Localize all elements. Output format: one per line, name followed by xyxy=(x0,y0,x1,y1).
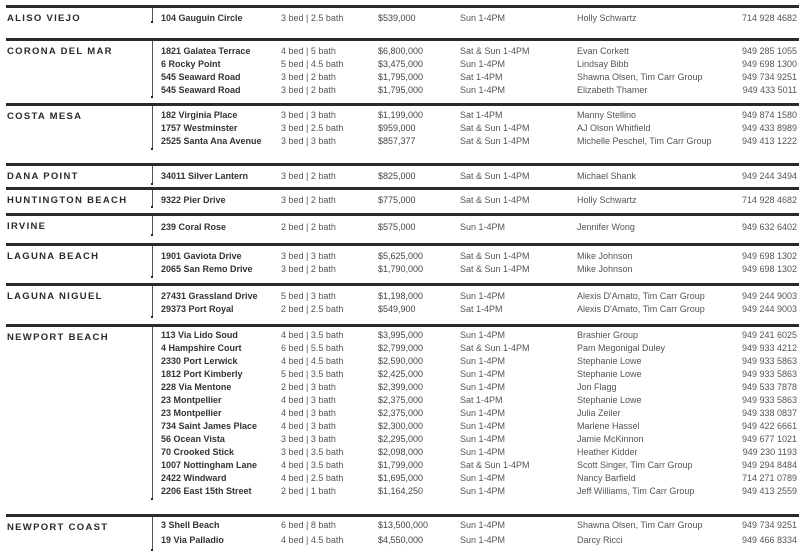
city-heading: NEWPORT COAST xyxy=(7,522,109,533)
listing-beds-baths: 5 bed | 4.5 bath xyxy=(281,59,344,69)
listing-agent: Michelle Peschel, Tim Carr Group xyxy=(577,136,712,146)
city-group xyxy=(6,163,799,182)
listing-price: $2,300,000 xyxy=(378,421,424,431)
listing-price: $1,795,000 xyxy=(378,85,424,95)
listing-phone: 949 933 5863 xyxy=(741,395,797,405)
listing-beds-baths: 3 bed | 3 bath xyxy=(281,136,336,146)
listing-phone: 949 244 3494 xyxy=(741,171,797,181)
listing-beds-baths: 3 bed | 3 bath xyxy=(281,251,336,261)
listing-open-house-time: Sun 1-4PM xyxy=(460,408,506,418)
listing-open-house-time: Sat & Sun 1-4PM xyxy=(460,460,530,470)
listing-beds-baths: 3 bed | 3.5 bath xyxy=(281,447,344,457)
listing-address: 1007 Nottingham Lane xyxy=(161,460,258,470)
listing-agent: Scott Singer, Tim Carr Group xyxy=(577,460,693,470)
listing-open-house-time: Sun 1-4PM xyxy=(460,291,506,301)
listing-phone: 949 413 1222 xyxy=(741,136,797,146)
listing-address: 2330 Port Lerwick xyxy=(161,356,238,366)
city-group xyxy=(6,514,799,545)
listing-phone: 949 244 9003 xyxy=(741,304,797,314)
listing-agent: Jeff Williams, Tim Carr Group xyxy=(577,486,695,496)
listing-phone: 949 698 1302 xyxy=(741,264,797,274)
listing-phone: 949 698 1302 xyxy=(741,251,797,261)
listing-phone: 949 413 2559 xyxy=(741,486,797,496)
listing-phone: 949 433 5011 xyxy=(742,85,797,95)
listing-address: 6 Rocky Point xyxy=(161,59,221,69)
listing-row xyxy=(6,534,799,547)
city-group xyxy=(6,187,799,206)
listing-beds-baths: 2 bed | 3 bath xyxy=(281,382,336,392)
listing-phone: 949 533 7878 xyxy=(741,382,797,392)
city-group xyxy=(6,5,799,24)
listing-beds-baths: 4 bed | 5 bath xyxy=(281,46,336,56)
listing-row xyxy=(6,381,799,394)
listing-agent: Manny Stellino xyxy=(577,110,637,120)
city-group xyxy=(6,243,799,274)
listing-beds-baths: 5 bed | 3 bath xyxy=(281,291,336,301)
listing-phone: 949 933 4212 xyxy=(741,343,797,353)
listing-open-house-time: Sat & Sun 1-4PM xyxy=(460,46,530,56)
city-heading: LAGUNA NIGUEL xyxy=(7,291,103,302)
listing-address: 734 Saint James Place xyxy=(161,421,258,431)
listing-price: $1,790,000 xyxy=(378,264,424,274)
listing-agent: Stephanie Lowe xyxy=(577,356,642,366)
listing-open-house-time: Sat 1-4PM xyxy=(460,395,503,405)
listing-row xyxy=(6,263,799,276)
city-group xyxy=(6,103,799,146)
listing-open-house-time: Sun 1-4PM xyxy=(460,473,506,483)
listing-price: $825,000 xyxy=(378,171,416,181)
listing-row xyxy=(6,394,799,407)
listing-phone: 949 230 1193 xyxy=(742,447,797,457)
city-heading: DANA POINT xyxy=(7,171,79,182)
listing-price: $2,425,000 xyxy=(378,369,424,379)
listing-agent: Jon Flagg xyxy=(577,382,617,392)
listing-phone: 949 244 9003 xyxy=(741,291,797,301)
listing-row xyxy=(6,12,799,25)
listing-beds-baths: 4 bed | 3 bath xyxy=(281,408,336,418)
listing-address: 545 Seaward Road xyxy=(161,85,241,95)
listing-open-house-time: Sun 1-4PM xyxy=(460,369,506,379)
listing-address: 34011 Silver Lantern xyxy=(161,171,249,181)
listing-address: 2206 East 15th Street xyxy=(161,486,252,496)
listing-address: 113 Via Lido Soud xyxy=(161,330,238,340)
listing-address: 56 Ocean Vista xyxy=(161,434,225,444)
city-heading: COSTA MESA xyxy=(7,111,83,122)
listing-beds-baths: 3 bed | 3 bath xyxy=(281,110,336,120)
listing-price: $549,900 xyxy=(378,304,416,314)
listing-agent: Alexis D'Amato, Tim Carr Group xyxy=(577,304,705,314)
listing-row xyxy=(6,290,799,303)
listing-agent: Mike Johnson xyxy=(577,264,633,274)
listing-beds-baths: 2 bed | 2.5 bath xyxy=(281,304,344,314)
listing-phone: 949 933 5863 xyxy=(741,356,797,366)
listing-price: $1,795,000 xyxy=(378,72,424,82)
listing-address: 27431 Grassland Drive xyxy=(161,291,258,301)
listing-phone: 949 698 1300 xyxy=(741,59,797,69)
city-group xyxy=(6,283,799,314)
listing-agent: Mike Johnson xyxy=(577,251,633,261)
listing-phone: 949 422 6661 xyxy=(741,421,797,431)
listing-open-house-time: Sat & Sun 1-4PM xyxy=(460,195,530,205)
listing-phone: 949 874 1580 xyxy=(741,110,797,120)
listing-beds-baths: 4 bed | 2.5 bath xyxy=(281,473,344,483)
listing-price: $575,000 xyxy=(378,222,416,232)
listing-agent: Brashier Group xyxy=(577,330,639,340)
listing-agent: Lindsay Bibb xyxy=(577,59,629,69)
listing-beds-baths: 4 bed | 4.5 bath xyxy=(281,356,344,366)
listing-row xyxy=(6,342,799,355)
listing-open-house-time: Sun 1-4PM xyxy=(460,330,506,340)
listing-phone: 949 632 6402 xyxy=(741,222,797,232)
listing-agent: Shawna Olsen, Tim Carr Group xyxy=(577,520,703,530)
listing-row xyxy=(6,459,799,472)
listing-open-house-time: Sat & Sun 1-4PM xyxy=(460,343,530,353)
listing-price: $1,695,000 xyxy=(378,473,424,483)
listing-address: 9322 Pier Drive xyxy=(161,195,226,205)
listing-address: 228 Via Mentone xyxy=(161,382,232,392)
listing-open-house-time: Sun 1-4PM xyxy=(460,59,506,69)
listing-address: 104 Gauguin Circle xyxy=(161,13,243,23)
listing-open-house-time: Sat 1-4PM xyxy=(460,72,503,82)
listing-phone: 949 241 6025 xyxy=(741,330,797,340)
listing-phone: 949 466 8334 xyxy=(741,535,797,545)
listing-open-house-time: Sun 1-4PM xyxy=(460,486,506,496)
city-heading: ALISO VIEJO xyxy=(7,13,81,24)
listing-open-house-time: Sun 1-4PM xyxy=(460,434,506,444)
listing-agent: Alexis D'Amato, Tim Carr Group xyxy=(577,291,705,301)
listing-address: 70 Crooked Stick xyxy=(161,447,235,457)
listing-beds-baths: 3 bed | 2 bath xyxy=(281,195,336,205)
listing-phone: 714 928 4682 xyxy=(741,195,797,205)
listing-beds-baths: 4 bed | 3.5 bath xyxy=(281,460,344,470)
listing-open-house-time: Sat & Sun 1-4PM xyxy=(460,264,530,274)
listing-row xyxy=(6,221,799,234)
listing-address: 239 Coral Rose xyxy=(161,222,227,232)
listing-row xyxy=(6,84,799,97)
listing-price: $6,800,000 xyxy=(378,46,424,56)
listing-open-house-time: Sun 1-4PM xyxy=(460,222,506,232)
listing-phone: 949 677 1021 xyxy=(741,434,797,444)
listing-row xyxy=(6,71,799,84)
listing-beds-baths: 4 bed | 3 bath xyxy=(281,421,336,431)
listing-agent: Shawna Olsen, Tim Carr Group xyxy=(577,72,703,82)
listing-open-house-time: Sun 1-4PM xyxy=(460,13,506,23)
listing-open-house-time: Sat 1-4PM xyxy=(460,110,503,120)
listing-address: 545 Seaward Road xyxy=(161,72,241,82)
listing-phone: 949 734 9251 xyxy=(741,520,797,530)
listing-address: 29373 Port Royal xyxy=(161,304,234,314)
listing-beds-baths: 3 bed | 2 bath xyxy=(281,264,336,274)
listing-open-house-time: Sat & Sun 1-4PM xyxy=(460,136,530,146)
listing-row xyxy=(6,58,799,71)
listing-price: $2,399,000 xyxy=(378,382,424,392)
listing-row xyxy=(6,329,799,342)
listing-open-house-time: Sat & Sun 1-4PM xyxy=(460,123,530,133)
listing-row xyxy=(6,368,799,381)
listing-beds-baths: 4 bed | 4.5 bath xyxy=(281,535,344,545)
listing-open-house-time: Sat & Sun 1-4PM xyxy=(460,251,530,261)
listing-agent: Holly Schwartz xyxy=(577,195,637,205)
city-heading: CORONA DEL MAR xyxy=(7,46,113,57)
listing-price: $1,199,000 xyxy=(378,110,424,120)
listing-agent: AJ Olson Whitfield xyxy=(577,123,651,133)
listing-row xyxy=(6,170,799,183)
listing-agent: Pam Megonigal Duley xyxy=(577,343,666,353)
listing-beds-baths: 3 bed | 2 bath xyxy=(281,72,336,82)
listing-address: 1821 Galatea Terrace xyxy=(161,46,251,56)
listing-price: $857,377 xyxy=(378,136,416,146)
listing-price: $539,000 xyxy=(378,13,416,23)
listing-agent: Elizabeth Thamer xyxy=(577,85,648,95)
listing-price: $4,550,000 xyxy=(378,535,424,545)
listing-open-house-time: Sat & Sun 1-4PM xyxy=(460,171,530,181)
listing-beds-baths: 6 bed | 5.5 bath xyxy=(281,343,344,353)
city-group xyxy=(6,38,799,95)
listing-agent: Nancy Barfield xyxy=(577,473,636,483)
listing-row xyxy=(6,355,799,368)
listing-price: $1,198,000 xyxy=(378,291,424,301)
listing-row xyxy=(6,194,799,207)
listing-row xyxy=(6,446,799,459)
listing-beds-baths: 5 bed | 3.5 bath xyxy=(281,369,344,379)
listing-price: $2,799,000 xyxy=(378,343,424,353)
listing-open-house-time: Sun 1-4PM xyxy=(460,447,506,457)
listing-agent: Holly Schwartz xyxy=(577,13,637,23)
listing-address: 23 Montpellier xyxy=(161,408,222,418)
listing-agent: Stephanie Lowe xyxy=(577,395,642,405)
listing-beds-baths: 2 bed | 1 bath xyxy=(281,486,336,496)
listing-agent: Michael Shank xyxy=(577,171,637,181)
listing-phone: 949 433 8989 xyxy=(741,123,797,133)
listing-agent: Julia Zeiler xyxy=(577,408,621,418)
listing-open-house-time: Sun 1-4PM xyxy=(460,356,506,366)
listing-row xyxy=(6,485,799,498)
listing-beds-baths: 2 bed | 2 bath xyxy=(281,222,336,232)
city-heading: NEWPORT BEACH xyxy=(7,332,109,343)
corner-mark: · xyxy=(797,0,800,7)
listing-open-house-time: Sun 1-4PM xyxy=(460,421,506,431)
listing-address: 182 Virginia Place xyxy=(161,110,238,120)
listing-row xyxy=(6,519,799,532)
listing-beds-baths: 4 bed | 3 bath xyxy=(281,395,336,405)
listing-agent: Evan Corkett xyxy=(577,46,630,56)
listing-address: 1812 Port Kimberly xyxy=(161,369,243,379)
listing-price: $2,590,000 xyxy=(378,356,424,366)
listing-address: 2065 San Remo Drive xyxy=(161,264,253,274)
city-heading: HUNTINGTON BEACH xyxy=(7,195,128,206)
listing-price: $3,475,000 xyxy=(378,59,424,69)
listing-price: $2,295,000 xyxy=(378,434,424,444)
listing-agent: Jamie McKinnon xyxy=(577,434,644,444)
listing-price: $2,098,000 xyxy=(378,447,424,457)
listing-address: 19 Via Palladio xyxy=(161,535,224,545)
listing-address: 3 Shell Beach xyxy=(161,520,220,530)
listing-address: 23 Montpellier xyxy=(161,395,222,405)
city-heading: LAGUNA BEACH xyxy=(7,251,100,262)
listing-beds-baths: 3 bed | 2 bath xyxy=(281,85,336,95)
listing-open-house-time: Sun 1-4PM xyxy=(460,520,506,530)
listing-phone: 949 933 5863 xyxy=(741,369,797,379)
listing-price: $13,500,000 xyxy=(378,520,429,530)
city-group xyxy=(6,213,799,232)
listing-row xyxy=(6,303,799,316)
listing-price: $2,375,000 xyxy=(378,395,424,405)
listing-price: $2,375,000 xyxy=(378,408,424,418)
listing-beds-baths: 3 bed | 2.5 bath xyxy=(281,13,344,23)
listing-beds-baths: 6 bed | 8 bath xyxy=(281,520,336,530)
listing-row xyxy=(6,407,799,420)
listing-beds-baths: 3 bed | 2 bath xyxy=(281,171,336,181)
listing-beds-baths: 4 bed | 3.5 bath xyxy=(281,330,344,340)
city-group xyxy=(6,324,799,496)
listing-phone: 949 294 8484 xyxy=(741,460,797,470)
listing-phone: 714 928 4682 xyxy=(741,13,797,23)
listing-open-house-time: Sat 1-4PM xyxy=(460,304,503,314)
listing-row xyxy=(6,109,799,122)
listing-price: $1,799,000 xyxy=(378,460,424,470)
listing-address: 4 Hampshire Court xyxy=(161,343,242,353)
listing-agent: Stephanie Lowe xyxy=(577,369,642,379)
listing-price: $5,625,000 xyxy=(378,251,424,261)
listing-beds-baths: 3 bed | 2.5 bath xyxy=(281,123,344,133)
listing-address: 2422 Windward xyxy=(161,473,227,483)
listing-phone: 949 734 9251 xyxy=(741,72,797,82)
listing-agent: Jennifer Wong xyxy=(577,222,635,232)
listing-price: $1,164,250 xyxy=(378,486,424,496)
city-heading: IRVINE xyxy=(7,221,47,232)
listing-address: 2525 Santa Ana Avenue xyxy=(161,136,262,146)
listing-agent: Heather Kidder xyxy=(577,447,638,457)
listing-phone: 949 338 0837 xyxy=(741,408,797,418)
listing-row xyxy=(6,45,799,58)
listing-open-house-time: Sun 1-4PM xyxy=(460,382,506,392)
listing-beds-baths: 3 bed | 3 bath xyxy=(281,434,336,444)
listing-address: 1757 Westminster xyxy=(161,123,238,133)
listing-address: 1901 Gaviota Drive xyxy=(161,251,242,261)
listing-price: $775,000 xyxy=(378,195,416,205)
listing-price: $959,000 xyxy=(378,123,416,133)
listing-row xyxy=(6,420,799,433)
listing-row xyxy=(6,250,799,263)
listing-phone: 714 271 0789 xyxy=(741,473,797,483)
listing-price: $3,995,000 xyxy=(378,330,424,340)
listing-open-house-time: Sun 1-4PM xyxy=(460,85,506,95)
listing-row xyxy=(6,472,799,485)
listing-phone: 949 285 1055 xyxy=(741,46,797,56)
listing-row xyxy=(6,135,799,148)
listing-agent: Darcy Ricci xyxy=(577,535,623,545)
listing-agent: Marlene Hassel xyxy=(577,421,640,431)
listing-row xyxy=(6,433,799,446)
listing-open-house-time: Sun 1-4PM xyxy=(460,535,506,545)
listing-row xyxy=(6,122,799,135)
